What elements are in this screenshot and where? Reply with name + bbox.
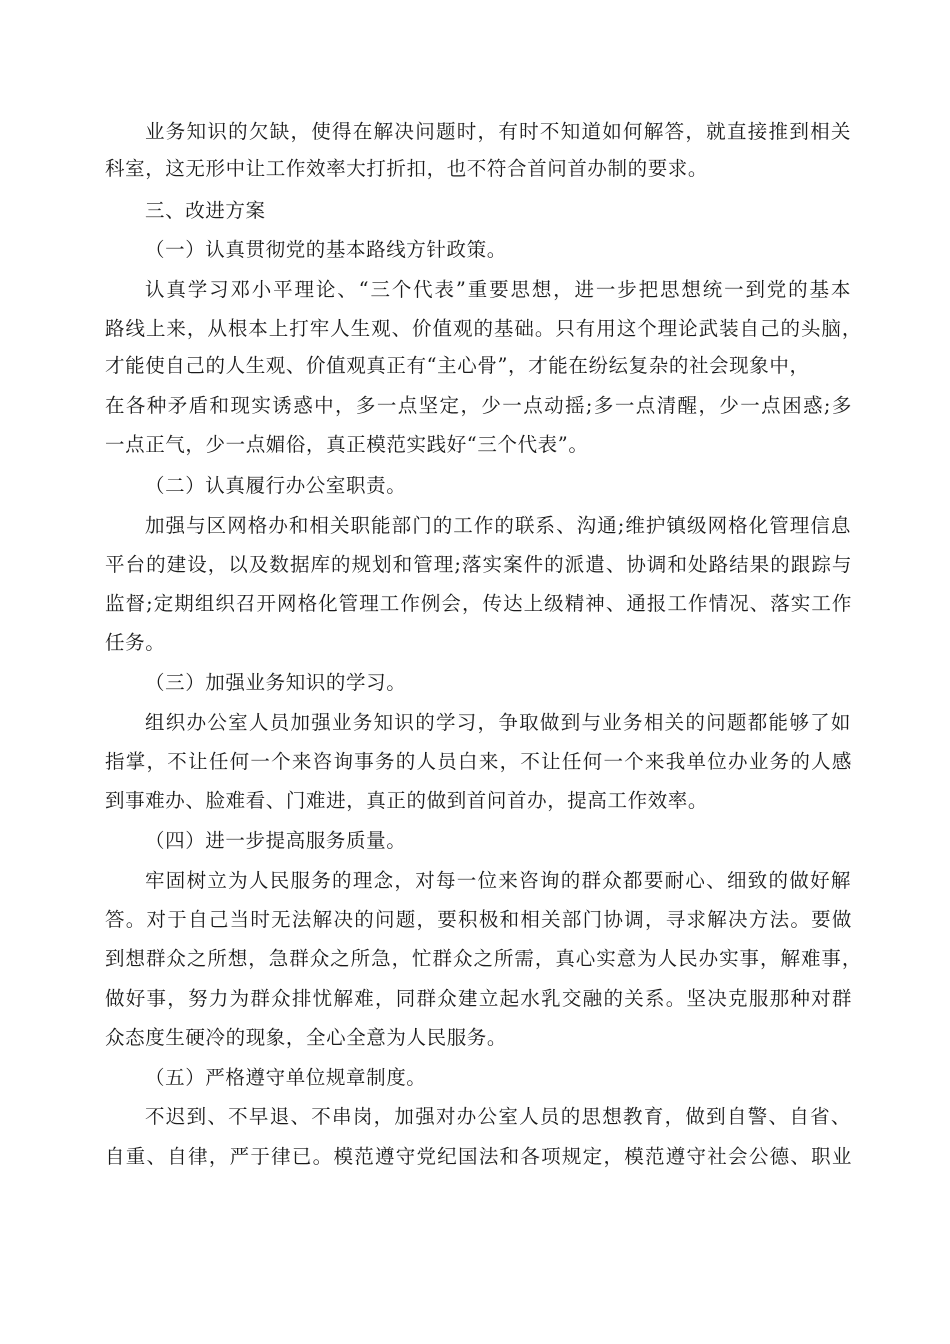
text-line: 平台的建设，以及数据库的规划和管理;落实案件的派遣、协调和处路结果的跟踪与 [105, 553, 852, 576]
text-line: 在各种矛盾和现实诱惑中，多一点坚定，少一点动摇;多一点清醒，少一点困惑;多 [105, 394, 852, 417]
text-line: 组织办公室人员加强业务知识的学习，争取做到与业务相关的问题都能够了如 [145, 711, 851, 734]
text-line: 答。对于自己当时无法解决的问题，要积极和相关部门协调，寻求解决方法。要做 [105, 908, 852, 931]
subheading-3: （三）加强业务知识的学习。 [145, 671, 407, 694]
text-line: 做好事，努力为群众排忧解难，同群众建立起水乳交融的关系。坚决克服那种对群 [105, 987, 852, 1010]
text-line: 自重、自律，严于律已。模范遵守党纪国法和各项规定，模范遵守社会公德、职业 [105, 1145, 852, 1168]
text-line: 监督;定期组织召开网格化管理工作例会，传达上级精神、通报工作情况、落实工作 [105, 592, 852, 615]
subheading-4: （四）进一步提高服务质量。 [145, 829, 407, 852]
text-line: 业务知识的欠缺，使得在解决问题时，有时不知道如何解答，就直接推到相关 [145, 120, 851, 143]
text-line: 众态度生硬冷的现象，全心全意为人民服务。 [105, 1026, 508, 1049]
text-line: 路线上来，从根本上打牢人生观、价值观的基础。只有用这个理论武装自己的头脑， [105, 317, 862, 340]
text-line: 科室，这无形中让工作效率大打折扣，也不符合首问首办制的要求。 [105, 157, 709, 180]
text-line: 加强与区网格办和相关职能部门的工作的联系、沟通;维护镇级网格化管理信息 [145, 514, 851, 537]
text-line: 不迟到、不早退、不串岗，加强对办公室人员的思想教育，做到自警、自省、 [145, 1105, 851, 1128]
text-line: 到事难办、脸难看、门难进，真正的做到首问首办，提高工作效率。 [105, 789, 709, 812]
text-line: 一点正气，少一点媚俗，真正模范实践好“三个代表”。 [105, 433, 589, 456]
text-line: 才能使自己的人生观、价值观真正有“主心骨”，才能在纷纭复杂的社会现象中， [105, 354, 810, 377]
text-line: 认真学习邓小平理论、“三个代表”重要思想，进一步把思想统一到党的基本 [145, 278, 851, 301]
subheading-2: （二）认真履行办公室职责。 [145, 474, 407, 497]
text-line: 牢固树立为人民服务的理念，对每一位来咨询的群众都要耐心、细致的做好解 [145, 869, 851, 892]
subheading-5: （五）严格遵守单位规章制度。 [145, 1066, 427, 1089]
text-line: 任务。 [105, 631, 166, 654]
text-line: 指掌，不让任何一个来咨询事务的人员白来，不让任何一个来我单位办业务的人感 [105, 750, 852, 773]
text-line: 到想群众之所想，急群众之所急，忙群众之所需，真心实意为人民办实事，解难事， [105, 947, 862, 970]
subheading-1: （一）认真贯彻党的基本路线方针政策。 [145, 238, 507, 261]
section-heading: 三、改进方案 [145, 199, 266, 222]
